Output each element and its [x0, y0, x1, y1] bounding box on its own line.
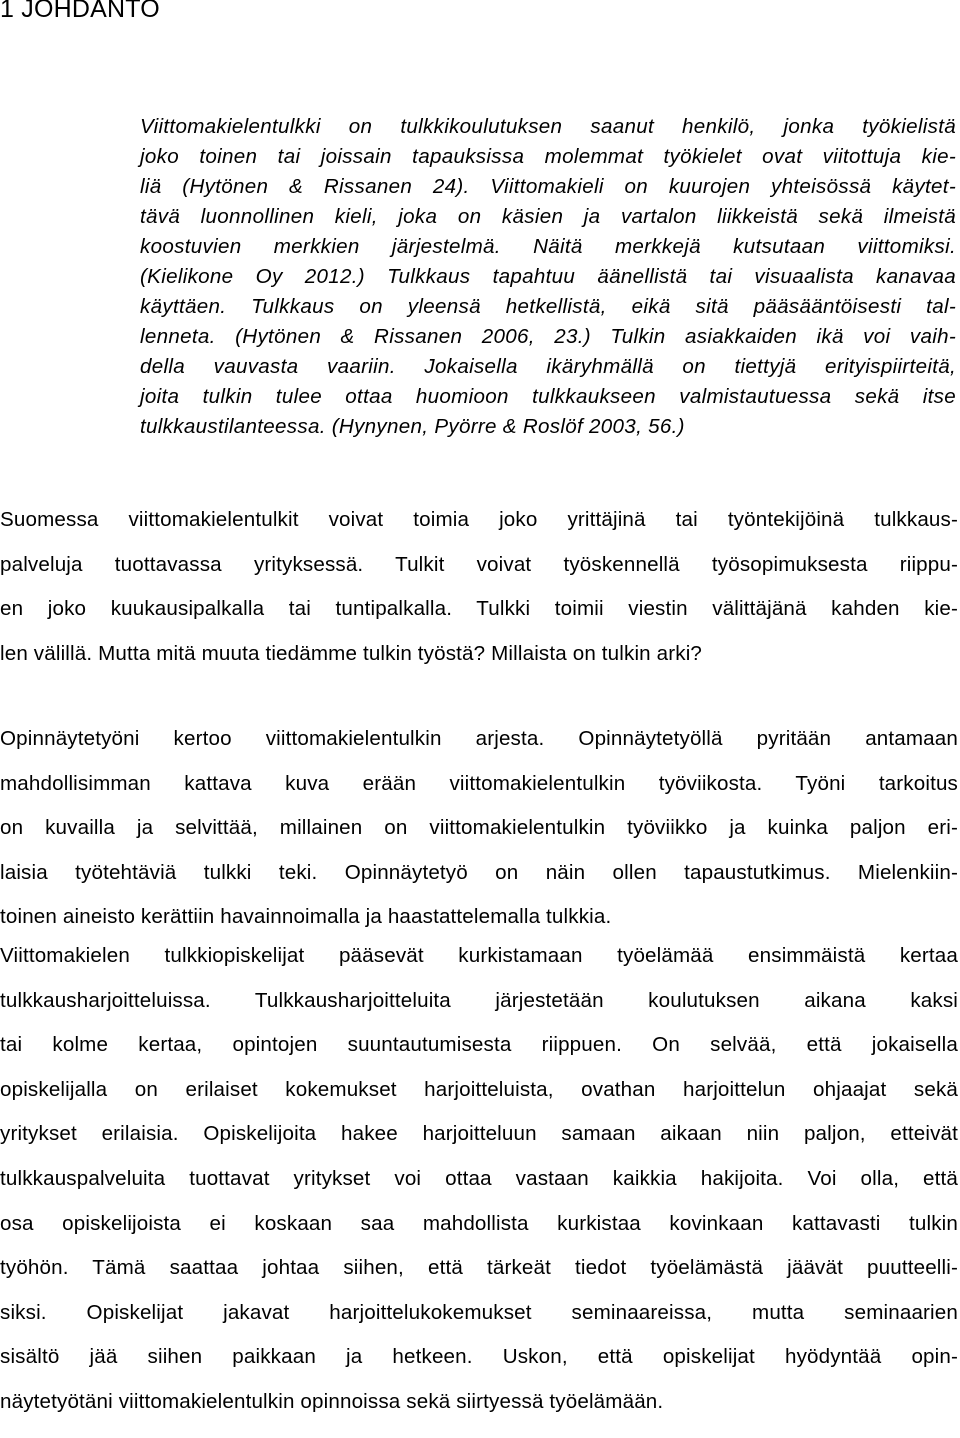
- quote-line: tävä luonnollinen kieli, joka on käsien ja vartalon liikkeistä sekä ilmeistä: [140, 205, 956, 228]
- paragraph-line: näytetyötäni viittomakielentulkin opinnoissa sekä siirtyessä työelämään.: [0, 1389, 664, 1413]
- quote-line: Viittomakielentulkki on tulkkikoulutuksen saanut henkilö, jonka työkielistä: [140, 115, 956, 138]
- quote-line: liä (Hytönen & Rissanen 24). Viittomakieli on kuurojen yhteisössä käytet-: [140, 175, 956, 198]
- quote-line: (Kielikone Oy 2012.) Tulkkaus tapahtuu äänellistä tai visuaalista kanavaa: [140, 265, 956, 288]
- paragraph-line: laisia työtehtäviä tulkki teki. Opinnäytetyö on näin ollen tapaustutkimus. Mielenkiin-: [0, 860, 958, 884]
- indented-quote-block: [140, 112, 956, 442]
- paragraph-line: palveluja tuottavassa yrityksessä. Tulkit voivat työskennellä työsopimuksesta riippu-: [0, 552, 958, 576]
- paragraph-2: [0, 717, 958, 940]
- quote-line: tulkkaustilanteessa. (Hynynen, Pyörre & Roslöf 2003, 56.): [140, 415, 685, 438]
- paragraph-line: tulkkausharjoitteluissa. Tulkkausharjoitteluita järjestetään koulutuksen aikana kaksi: [0, 988, 958, 1012]
- paragraph-line: len välillä. Mutta mitä muuta tiedämme tulkin työstä? Millaista on tulkin arki?: [0, 641, 703, 665]
- paragraph-line: Suomessa viittomakielentulkit voivat toimia joko yrittäjinä tai työntekijöinä tulkkaus-: [0, 508, 958, 531]
- paragraph-line: mahdollisimman kattava kuva erään viittomakielentulkin työviikosta. Työni tarkoitus: [0, 771, 958, 795]
- paragraph-line: sisältö jää siihen paikkaan ja hetkeen. Uskon, että opiskelijat hyödyntää opin-: [0, 1345, 958, 1369]
- quote-line: joko toinen tai joissain tapauksissa molemmat työkielet ovat viitottuja kie-: [140, 145, 956, 168]
- quote-line: della vauvasta vaariin. Jokaisella ikäryhmällä on tiettyjä erityispiirteitä,: [140, 355, 956, 378]
- paragraph-line: on kuvailla ja selvittää, millainen on viittomakielentulkin työviikko ja kuinka paljon eri-: [0, 816, 958, 840]
- quote-line: koostuvien merkkien järjestelmä. Näitä merkkejä kutsutaan viittomiksi.: [140, 235, 956, 258]
- paragraph-3: [0, 934, 958, 1425]
- paragraph-line: yritykset erilaisia. Opiskelijoita hakee harjoitteluun samaan aikaan niin paljon, etteivät: [0, 1122, 958, 1146]
- quote-line: joita tulkin tulee ottaa huomioon tulkkaukseen valmistautuessa sekä itse: [140, 385, 956, 408]
- paragraph-line: osa opiskelijoista ei koskaan saa mahdollista kurkistaa kovinkaan kattavasti tulkin: [0, 1211, 958, 1235]
- paragraph-line: siksi. Opiskelijat jakavat harjoittelukokemukset seminaareissa, mutta seminaarien: [0, 1300, 958, 1324]
- paragraph-line: tai kolme kertaa, opintojen suuntautumisesta riippuen. On selvää, että jokaisella: [0, 1033, 958, 1057]
- paragraph-line: toinen aineisto kerättiin havainnoimalla ja haastattelemalla tulkkia.: [0, 905, 612, 929]
- paragraph-line: tulkkauspalveluita tuottavat yritykset voi ottaa vastaan kaikkia hakijoita. Voi olla, että: [0, 1166, 958, 1190]
- paragraph-line: opiskelijalla on erilaiset kokemukset harjoitteluista, ovathan harjoittelun ohjaajat sekä: [0, 1077, 958, 1101]
- paragraph-line: työhön. Tämä saattaa johtaa siihen, että tärkeät tiedot työelämästä jäävät puutteelli-: [0, 1256, 958, 1280]
- paragraph-line: Opinnäytetyöni kertoo viittomakielentulkin arjesta. Opinnäytetyöllä pyritään antamaan: [0, 727, 958, 750]
- quote-line: lenneta. (Hytönen & Rissanen 2006, 23.) Tulkin asiakkaiden ikä voi vaih-: [140, 325, 956, 348]
- paragraph-line: Viittomakielen tulkkiopiskelijat pääsevät kurkistamaan työelämää ensimmäistä kertaa: [0, 944, 958, 967]
- paragraph-1: [0, 498, 958, 676]
- paragraph-line: en joko kuukausipalkalla tai tuntipalkalla. Tulkki toimii viestin välittäjänä kahden kie-: [0, 597, 958, 621]
- quote-line: käyttäen. Tulkkaus on yleensä hetkellistä, eikä sitä pääsääntöisesti tal-: [140, 295, 956, 318]
- chapter-heading: 1 JOHDANTO: [0, 0, 160, 23]
